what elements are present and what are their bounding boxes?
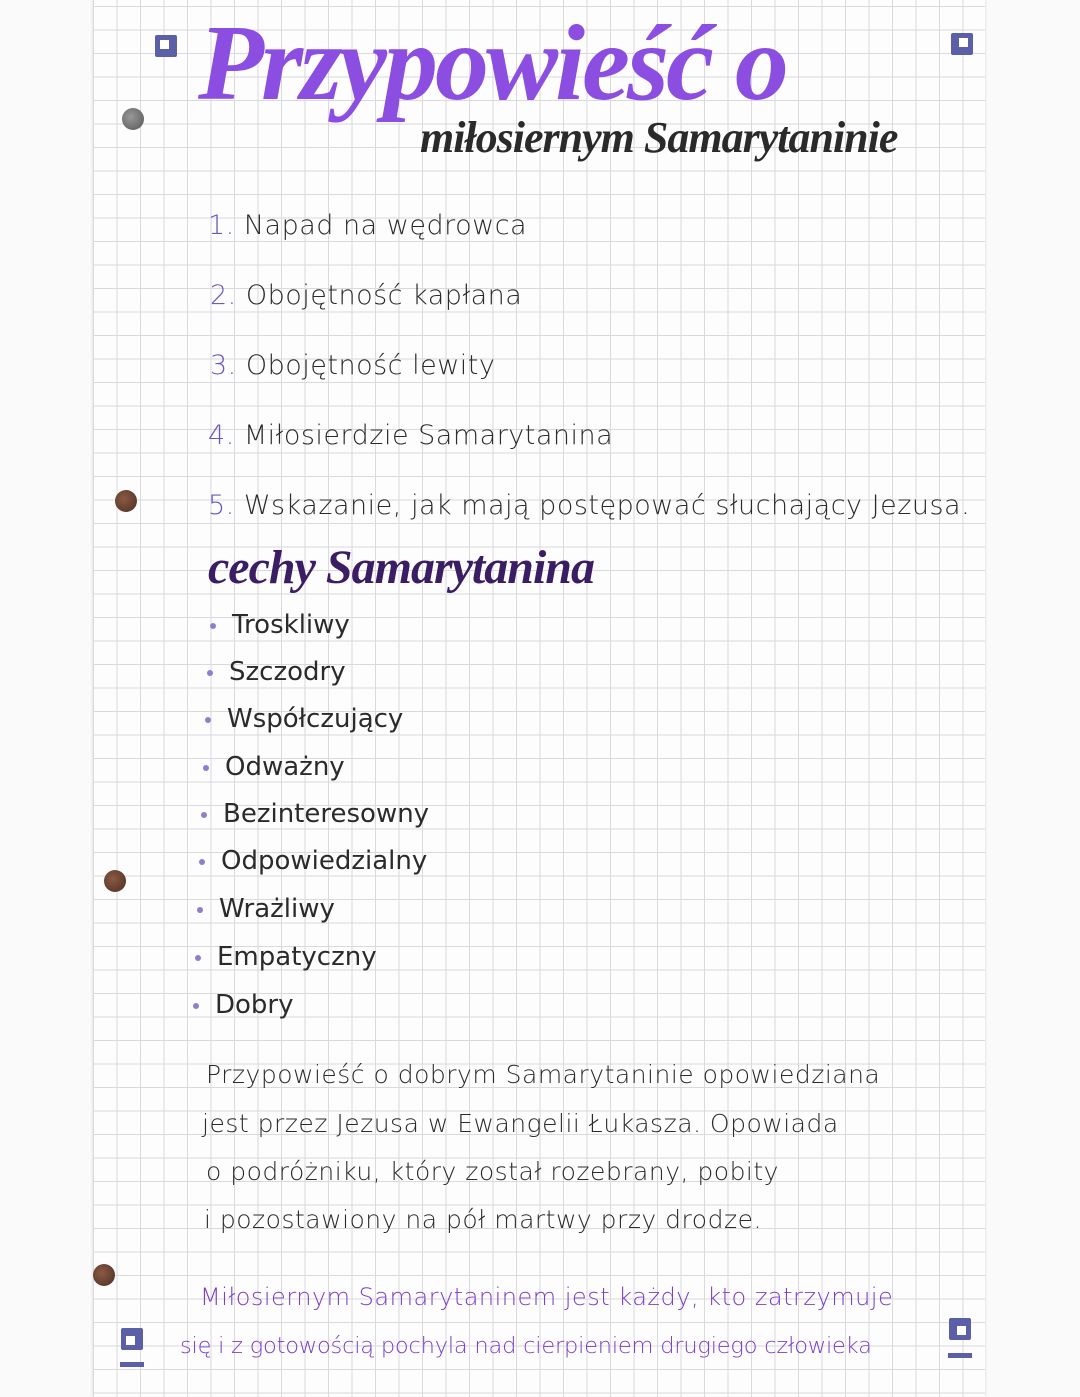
bullet-icon [205,717,211,723]
trait-text: Szczodry [229,657,346,687]
corner-marker-icon [949,1318,971,1340]
outline-text: Napad na wędrowca [243,210,528,241]
bullet-icon [197,907,203,913]
outline-item [210,280,522,311]
punch-hole [122,108,144,130]
trait-text: Dobry [215,990,294,1020]
corner-marker-icon [155,35,177,57]
outline-number: 5. [208,490,235,521]
trait-item [195,942,377,972]
outline-number: 2. [210,280,237,311]
trait-text: Współczujący [227,704,404,734]
bullet-icon [207,670,213,676]
paragraph-line: Przypowieść o dobrym Samarytaninie opowiedziana [206,1060,881,1089]
trait-item [201,799,429,829]
trait-text: Empatyczny [217,942,377,972]
outline-number: 1. [208,210,235,241]
trait-text: Troskliwy [232,610,350,640]
trait-item [210,610,350,640]
conclusion-line: się i z gotowością pochyla nad cierpieniem drugiego człowieka [180,1333,872,1359]
bullet-icon [210,623,216,629]
bullet-icon [203,765,209,771]
trait-text: Odpowiedzialny [221,846,428,876]
trait-item [193,990,294,1020]
punch-hole [104,870,126,892]
punch-hole [93,1264,115,1286]
corner-marker-icon [951,33,973,55]
outline-number: 4. [208,420,235,451]
trait-item [207,657,346,687]
outline-item [210,350,495,381]
conclusion-line: Miłosiernym Samarytaninem jest każdy, kto zatrzymuje [200,1283,894,1311]
outline-text: Obojętność kapłana [245,280,523,311]
outline-text: Wskazanie, jak mają postępować słuchający Jezusa. [243,490,971,521]
bullet-icon [195,955,201,961]
trait-text: Wrażliwy [219,894,335,924]
traits-heading: cechy Samarytanina [208,541,594,594]
trait-item [199,846,427,876]
page-subtitle: miłosiernym Samarytaninie [420,113,898,162]
outline-text: Obojętność lewity [245,350,496,381]
punch-hole [115,490,137,512]
bullet-icon [193,1003,199,1009]
outline-item [208,420,613,451]
trait-item [197,894,335,924]
trait-text: Bezinteresowny [223,799,430,829]
paragraph-line: jest przez Jezusa w Ewangelii Łukasza. Opowiada [202,1109,839,1138]
outline-text: Miłosierdzie Samarytanina [243,420,614,451]
corner-bar [948,1353,972,1358]
bullet-icon [199,859,205,865]
bullet-icon [201,812,207,818]
paragraph-line: i pozostawiony na pół martwy przy drodze. [204,1205,762,1234]
corner-marker-icon [121,1328,143,1350]
corner-bar [120,1362,144,1367]
trait-item [205,704,403,734]
paragraph-line: o podróżniku, który został rozebrany, pobity [206,1157,779,1186]
page-title: Przypowieść o [198,4,786,123]
outline-item [208,490,970,521]
trait-text: Odważny [225,752,345,782]
outline-item [208,210,527,241]
trait-item [203,752,345,782]
outline-number: 3. [210,350,237,381]
